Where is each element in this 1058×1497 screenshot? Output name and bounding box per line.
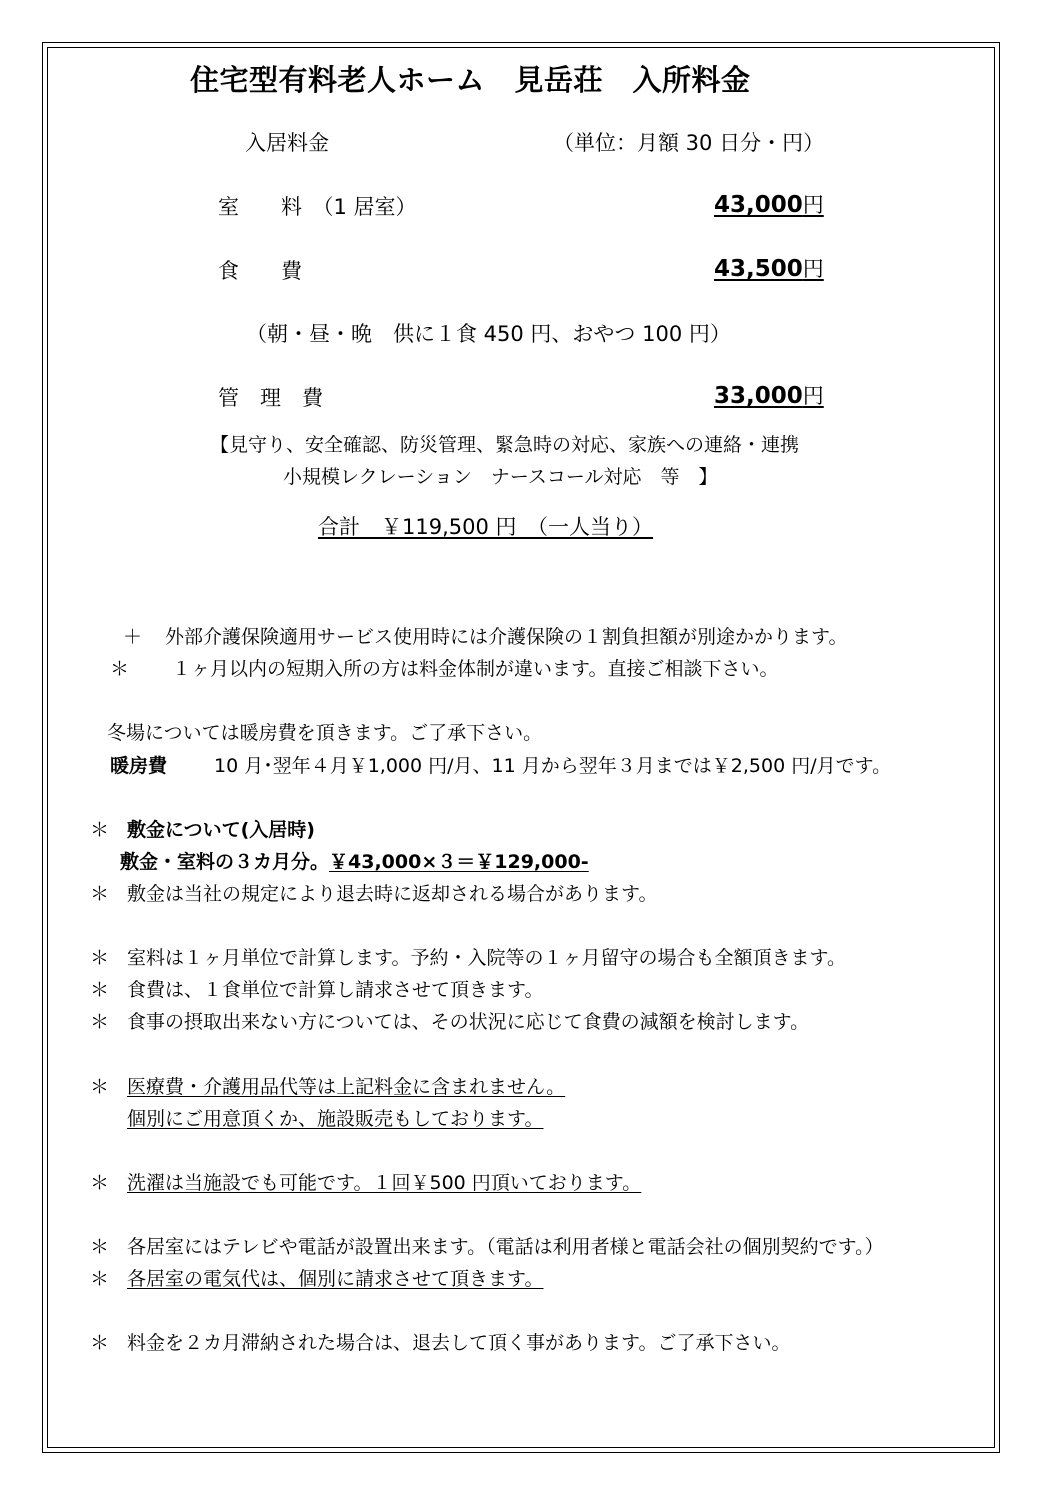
deposit-refund-note: 敷金は当社の規定により退去時に返却される場合があります。 xyxy=(127,883,658,905)
final-mark: ＊ xyxy=(90,1332,110,1354)
rule-mark: ＊ xyxy=(90,979,110,1001)
asterisk-mark: ＊ xyxy=(110,658,130,680)
room-electricity-note: 各居室の電気代は、個別に請求させて頂きます。 xyxy=(127,1268,544,1290)
management-fee-label: 管 理 費 xyxy=(218,386,323,410)
room-fee-label: 室 料 （1 居室） xyxy=(218,195,417,219)
rule-room-fee: 室料は１ヶ月単位で計算します。予約・入院等の１ヶ月留守の場合も全額頂きます。 xyxy=(127,947,846,969)
room-tv-phone-note: 各居室にはテレビや電話が設置出来ます。（電話は利用者様と電話会社の個別契約です。） xyxy=(127,1236,884,1258)
food-fee-label: 食 費 xyxy=(218,259,302,283)
late-payment-note: 料金を２カ月滞納された場合は、退去して頂く事があります。ご了承下さい。 xyxy=(127,1332,791,1354)
deposit-heading: 敷金について(入居時) xyxy=(127,819,315,841)
rule-mark: ＊ xyxy=(90,947,110,969)
room-rule-mark: ＊ xyxy=(90,1236,110,1258)
medical-mark: ＊ xyxy=(90,1076,110,1098)
total-amount: 合計 ￥119,500 円 （一人当り） xyxy=(318,515,654,539)
heating-detail: 10 月･翌年４月￥1,000 円/月、11 月から翌年３月までは￥2,500 円/月です。 xyxy=(214,755,892,777)
food-fee-note: （朝・昼・晩 供に１食 450 円、おやつ 100 円） xyxy=(246,322,731,346)
short-stay-note: １ヶ月以内の短期入所の方は料金体制が違います。直接ご相談下さい。 xyxy=(172,658,779,680)
heating-label: 暖房費 xyxy=(110,755,168,777)
room-rule-mark: ＊ xyxy=(90,1268,110,1290)
rule-food-fee: 食費は、１食単位で計算し請求させて頂きます。 xyxy=(127,979,544,1001)
refund-mark: ＊ xyxy=(90,883,110,905)
management-note-line1: 【見守り、安全確認、防災管理、緊急時の対応、家族への連絡・連携 xyxy=(210,434,800,456)
heating-note: 冬場については暖房費を頂きます。ご了承下さい。 xyxy=(107,722,543,744)
page-title: 住宅型有料老人ホーム 見岳荘 入所料金 xyxy=(190,63,751,97)
management-fee-amount: 33,000円 xyxy=(714,383,824,409)
insurance-note: 外部介護保険適用サービス使用時には介護保険の１割負担額が別途かかります。 xyxy=(165,626,848,648)
medical-note-line2: 個別にご用意頂くか、施設販売もしております。 xyxy=(127,1108,544,1130)
laundry-note: 洗濯は当施設でも可能です。１回￥500 円頂いております。 xyxy=(127,1172,642,1194)
deposit-detail: 敷金・室料の３カ月分。￥43,000×３＝￥129,000- xyxy=(120,851,589,873)
management-note-line2: 小規模レクレーション ナースコール対応 等 】 xyxy=(283,466,718,488)
room-fee-amount: 43,000円 xyxy=(714,192,824,218)
deposit-mark: ＊ xyxy=(90,819,110,841)
laundry-mark: ＊ xyxy=(90,1172,110,1194)
medical-note-line1: 医療費・介護用品代等は上記料金に含まれません。 xyxy=(127,1076,566,1098)
plus-mark: ＋ xyxy=(123,626,143,648)
fees-header-label: 入居料金 xyxy=(245,131,329,155)
fees-header-unit: （単位：月額 30 日分・円） xyxy=(553,131,825,155)
food-fee-amount: 43,500円 xyxy=(714,256,824,282)
rule-meal-reduction: 食事の摂取出来ない方については、その状況に応じて食費の減額を検討します。 xyxy=(127,1011,810,1033)
rule-mark: ＊ xyxy=(90,1011,110,1033)
